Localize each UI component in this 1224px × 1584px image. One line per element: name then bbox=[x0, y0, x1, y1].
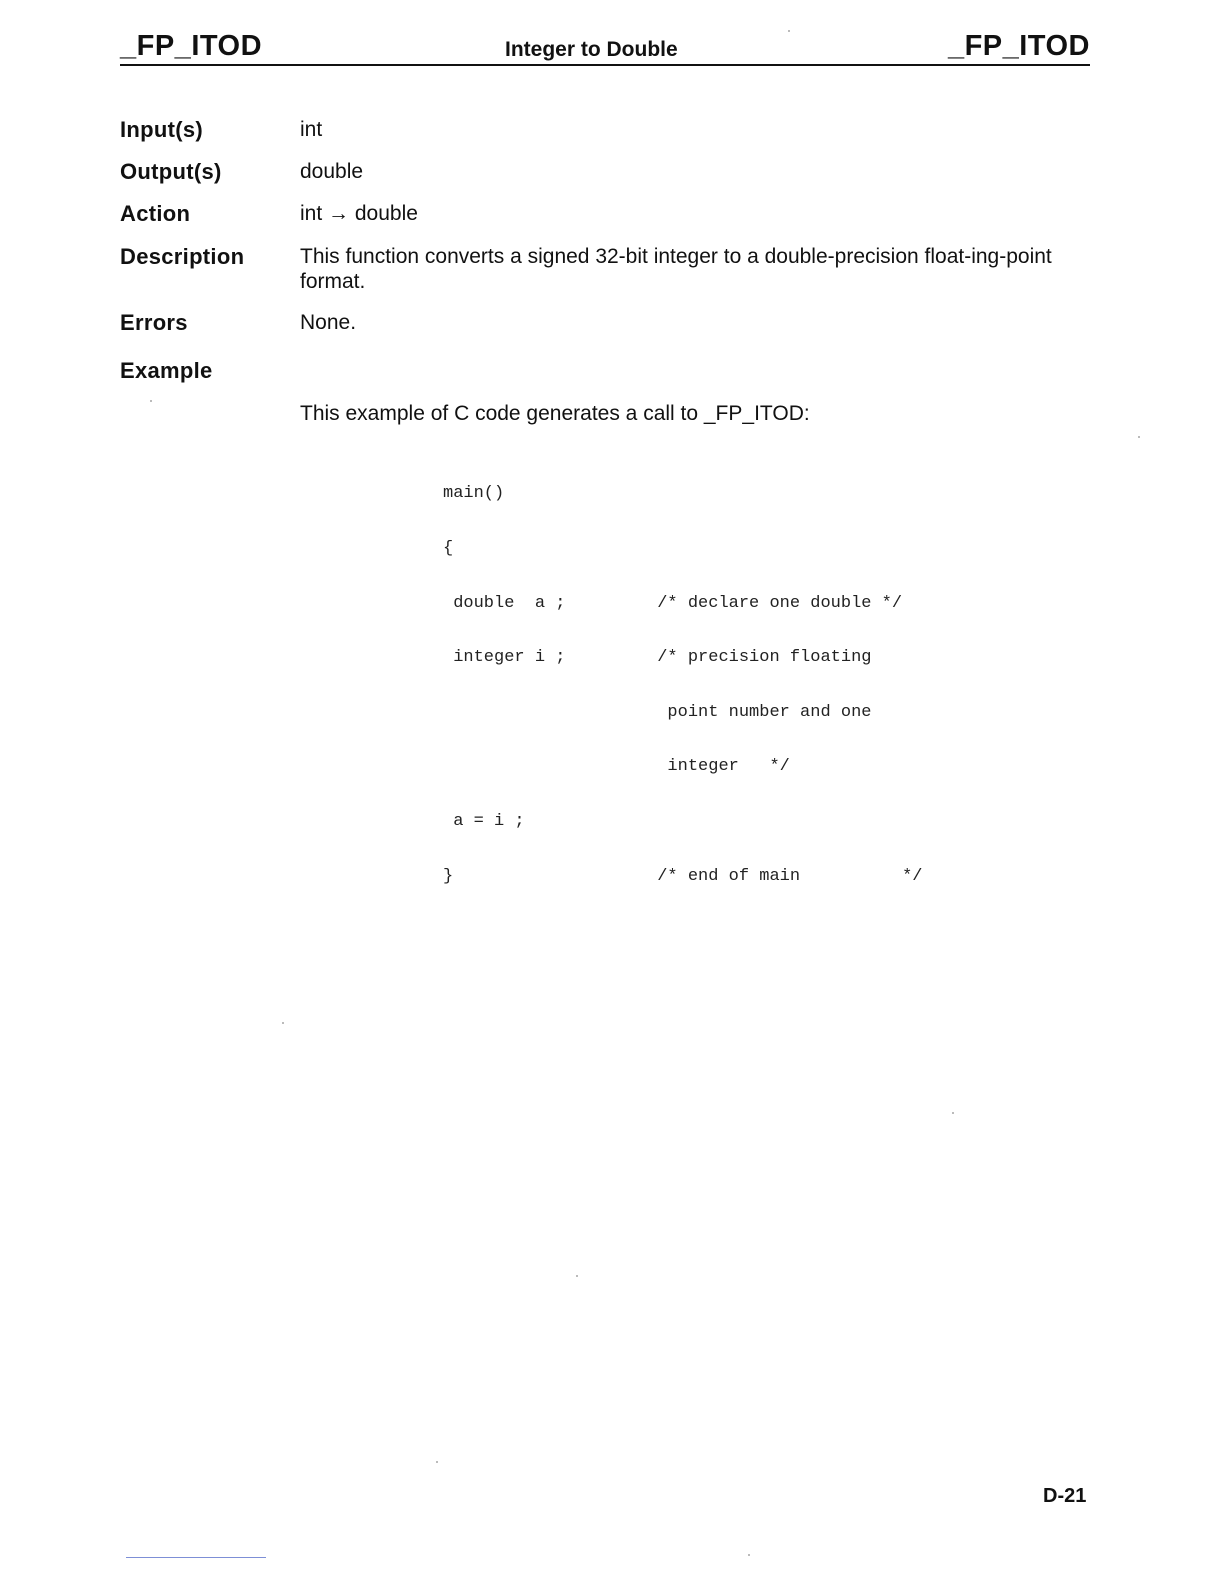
field-value: int bbox=[300, 118, 323, 141]
field-label: Output(s) bbox=[120, 159, 222, 184]
code-line: double a ; /* declare one double */ bbox=[443, 593, 903, 613]
field-label: Description bbox=[120, 244, 245, 269]
page-header bbox=[120, 28, 1090, 66]
code-line: a = i ; bbox=[443, 811, 525, 831]
scan-speck bbox=[282, 1022, 284, 1024]
field-label: Errors bbox=[120, 310, 188, 335]
field-value: None. bbox=[300, 311, 357, 334]
field-label: Action bbox=[120, 201, 191, 226]
page-number: D-21 bbox=[1043, 1485, 1087, 1507]
header-left-title: _FP_ITOD bbox=[120, 30, 263, 62]
scan-speck bbox=[952, 1112, 954, 1114]
code-line: integer i ; /* precision floating bbox=[443, 648, 872, 668]
field-value: This function converts a signed 32-bit integer to a double-precision float-ing-point format. bbox=[300, 245, 1052, 293]
header-center-title: Integer to Double bbox=[505, 38, 678, 61]
scan-speck bbox=[748, 1554, 750, 1556]
scan-speck bbox=[436, 1461, 438, 1463]
example-intro: This example of C code generates a call to _FP_ITOD: bbox=[300, 402, 810, 425]
code-line: integer */ bbox=[443, 757, 790, 777]
code-line: point number and one bbox=[443, 702, 872, 722]
footer-rule bbox=[126, 1557, 266, 1558]
code-block bbox=[443, 449, 1063, 922]
scan-speck bbox=[150, 400, 152, 402]
scan-speck bbox=[576, 1275, 578, 1277]
code-line: { bbox=[443, 539, 454, 558]
scan-speck bbox=[1138, 436, 1140, 438]
code-line: main() bbox=[443, 484, 505, 504]
field-label: Example bbox=[120, 358, 213, 383]
field-value: int → double bbox=[300, 202, 418, 225]
header-right-title: _FP_ITOD bbox=[947, 30, 1090, 62]
scan-speck bbox=[788, 30, 790, 32]
field-value: double bbox=[300, 160, 364, 183]
code-line: } /* end of main */ bbox=[443, 866, 923, 886]
field-label: Input(s) bbox=[120, 117, 204, 142]
